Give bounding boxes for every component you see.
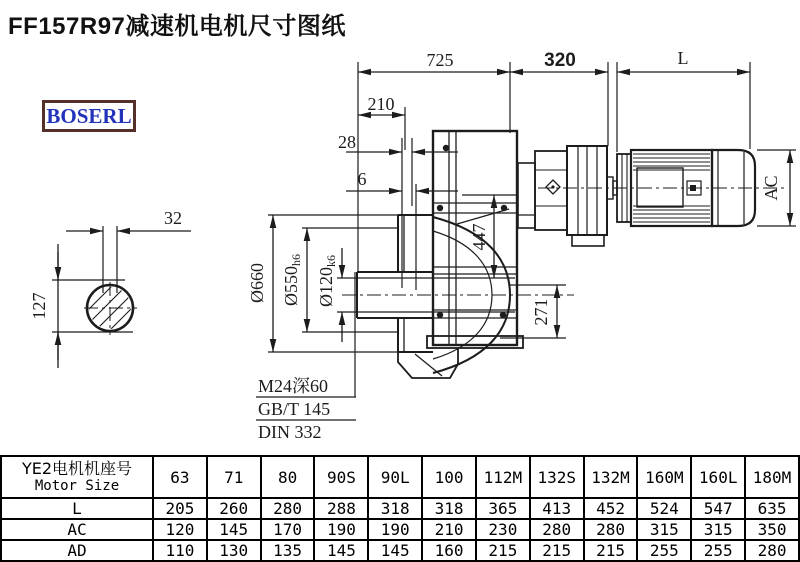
dim-28: 28 bbox=[338, 132, 356, 152]
table-row bbox=[1, 519, 799, 540]
shaft-section-view bbox=[52, 226, 140, 344]
dim-725: 725 bbox=[426, 50, 454, 70]
column-header: 132M bbox=[584, 456, 638, 498]
note-leader bbox=[256, 272, 356, 420]
thread-notes bbox=[258, 376, 330, 442]
column-header: 160L bbox=[691, 456, 745, 498]
dim-271: 271 bbox=[531, 298, 551, 326]
column-header: 90S bbox=[314, 456, 368, 498]
column-header: 112M bbox=[476, 456, 530, 498]
table-row bbox=[1, 540, 799, 561]
table-cell: 135 bbox=[261, 540, 315, 561]
table-cell: 145 bbox=[207, 519, 261, 540]
table-cell: 280 bbox=[584, 519, 638, 540]
table-cell: 288 bbox=[314, 498, 368, 519]
table-cell: 215 bbox=[584, 540, 638, 561]
table-cell: 280 bbox=[745, 540, 799, 561]
table-cell: 210 bbox=[422, 519, 476, 540]
dim-dia120: Ø120k6 bbox=[316, 255, 338, 307]
column-header: 71 bbox=[207, 456, 261, 498]
dim-127: 127 bbox=[29, 292, 49, 320]
dimension-labels bbox=[29, 48, 781, 326]
table-cell: 170 bbox=[261, 519, 315, 540]
note-thread: M24深60 bbox=[258, 376, 329, 396]
table-cell: 452 bbox=[584, 498, 638, 519]
table-cell: 120 bbox=[153, 519, 207, 540]
table-cell: 365 bbox=[476, 498, 530, 519]
table-cell: 145 bbox=[368, 540, 422, 561]
column-header: 160M bbox=[637, 456, 691, 498]
table-header-motor-size bbox=[1, 456, 153, 498]
dim-210: 210 bbox=[367, 94, 395, 114]
table-cell: 215 bbox=[530, 540, 584, 561]
table-cell: 190 bbox=[314, 519, 368, 540]
table-cell: 413 bbox=[530, 498, 584, 519]
table-cell: 280 bbox=[530, 519, 584, 540]
table-cell: 145 bbox=[314, 540, 368, 561]
table-cell: 635 bbox=[745, 498, 799, 519]
table-cell: 318 bbox=[422, 498, 476, 519]
dim-447: 447 bbox=[469, 223, 489, 251]
table-cell: 255 bbox=[691, 540, 745, 561]
table-cell: 315 bbox=[691, 519, 745, 540]
table-cell: 260 bbox=[207, 498, 261, 519]
column-header: 180M bbox=[745, 456, 799, 498]
table-cell: 130 bbox=[207, 540, 261, 561]
dim-AC: AC bbox=[761, 175, 781, 201]
page-title: FF157R97减速机电机尺寸图纸 bbox=[8, 13, 346, 40]
motor-size-cn: YE2电机机座号 bbox=[21, 459, 133, 479]
table-cell: 205 bbox=[153, 498, 207, 519]
row-label: AD bbox=[1, 540, 153, 561]
motor-size-en: Motor Size bbox=[34, 477, 120, 494]
table-cell: 318 bbox=[368, 498, 422, 519]
table-cell: 280 bbox=[261, 498, 315, 519]
table-cell: 110 bbox=[153, 540, 207, 561]
table-cell: 315 bbox=[637, 519, 691, 540]
input-stage-housing bbox=[518, 146, 617, 246]
column-header: 100 bbox=[422, 456, 476, 498]
column-header: 90L bbox=[368, 456, 422, 498]
note-gbt: GB/T 145 bbox=[258, 399, 331, 419]
column-header: 80 bbox=[261, 456, 315, 498]
table-cell: 547 bbox=[691, 498, 745, 519]
dim-32: 32 bbox=[164, 208, 182, 228]
dim-L: L bbox=[677, 48, 689, 68]
motor bbox=[617, 150, 755, 226]
table-cell: 160 bbox=[422, 540, 476, 561]
table-row bbox=[1, 498, 799, 519]
table-cell: 190 bbox=[368, 519, 422, 540]
table-cell: 215 bbox=[476, 540, 530, 561]
row-label: AC bbox=[1, 519, 153, 540]
column-header: 63 bbox=[153, 456, 207, 498]
table-cell: 524 bbox=[637, 498, 691, 519]
row-label: L bbox=[1, 498, 153, 519]
table-cell: 255 bbox=[637, 540, 691, 561]
dim-dia550: Ø550h6 bbox=[281, 254, 303, 306]
output-flange bbox=[357, 215, 515, 378]
dim-320: 320 bbox=[544, 50, 576, 71]
table-cell: 230 bbox=[476, 519, 530, 540]
dim-dia660: Ø660 bbox=[247, 263, 267, 303]
table-cell: 350 bbox=[745, 519, 799, 540]
column-header: 132S bbox=[530, 456, 584, 498]
note-din: DIN 332 bbox=[258, 422, 322, 442]
boserl-logo-text: BOSERL bbox=[46, 103, 132, 128]
dim-6: 6 bbox=[357, 169, 367, 189]
motor-size-table bbox=[0, 455, 800, 562]
